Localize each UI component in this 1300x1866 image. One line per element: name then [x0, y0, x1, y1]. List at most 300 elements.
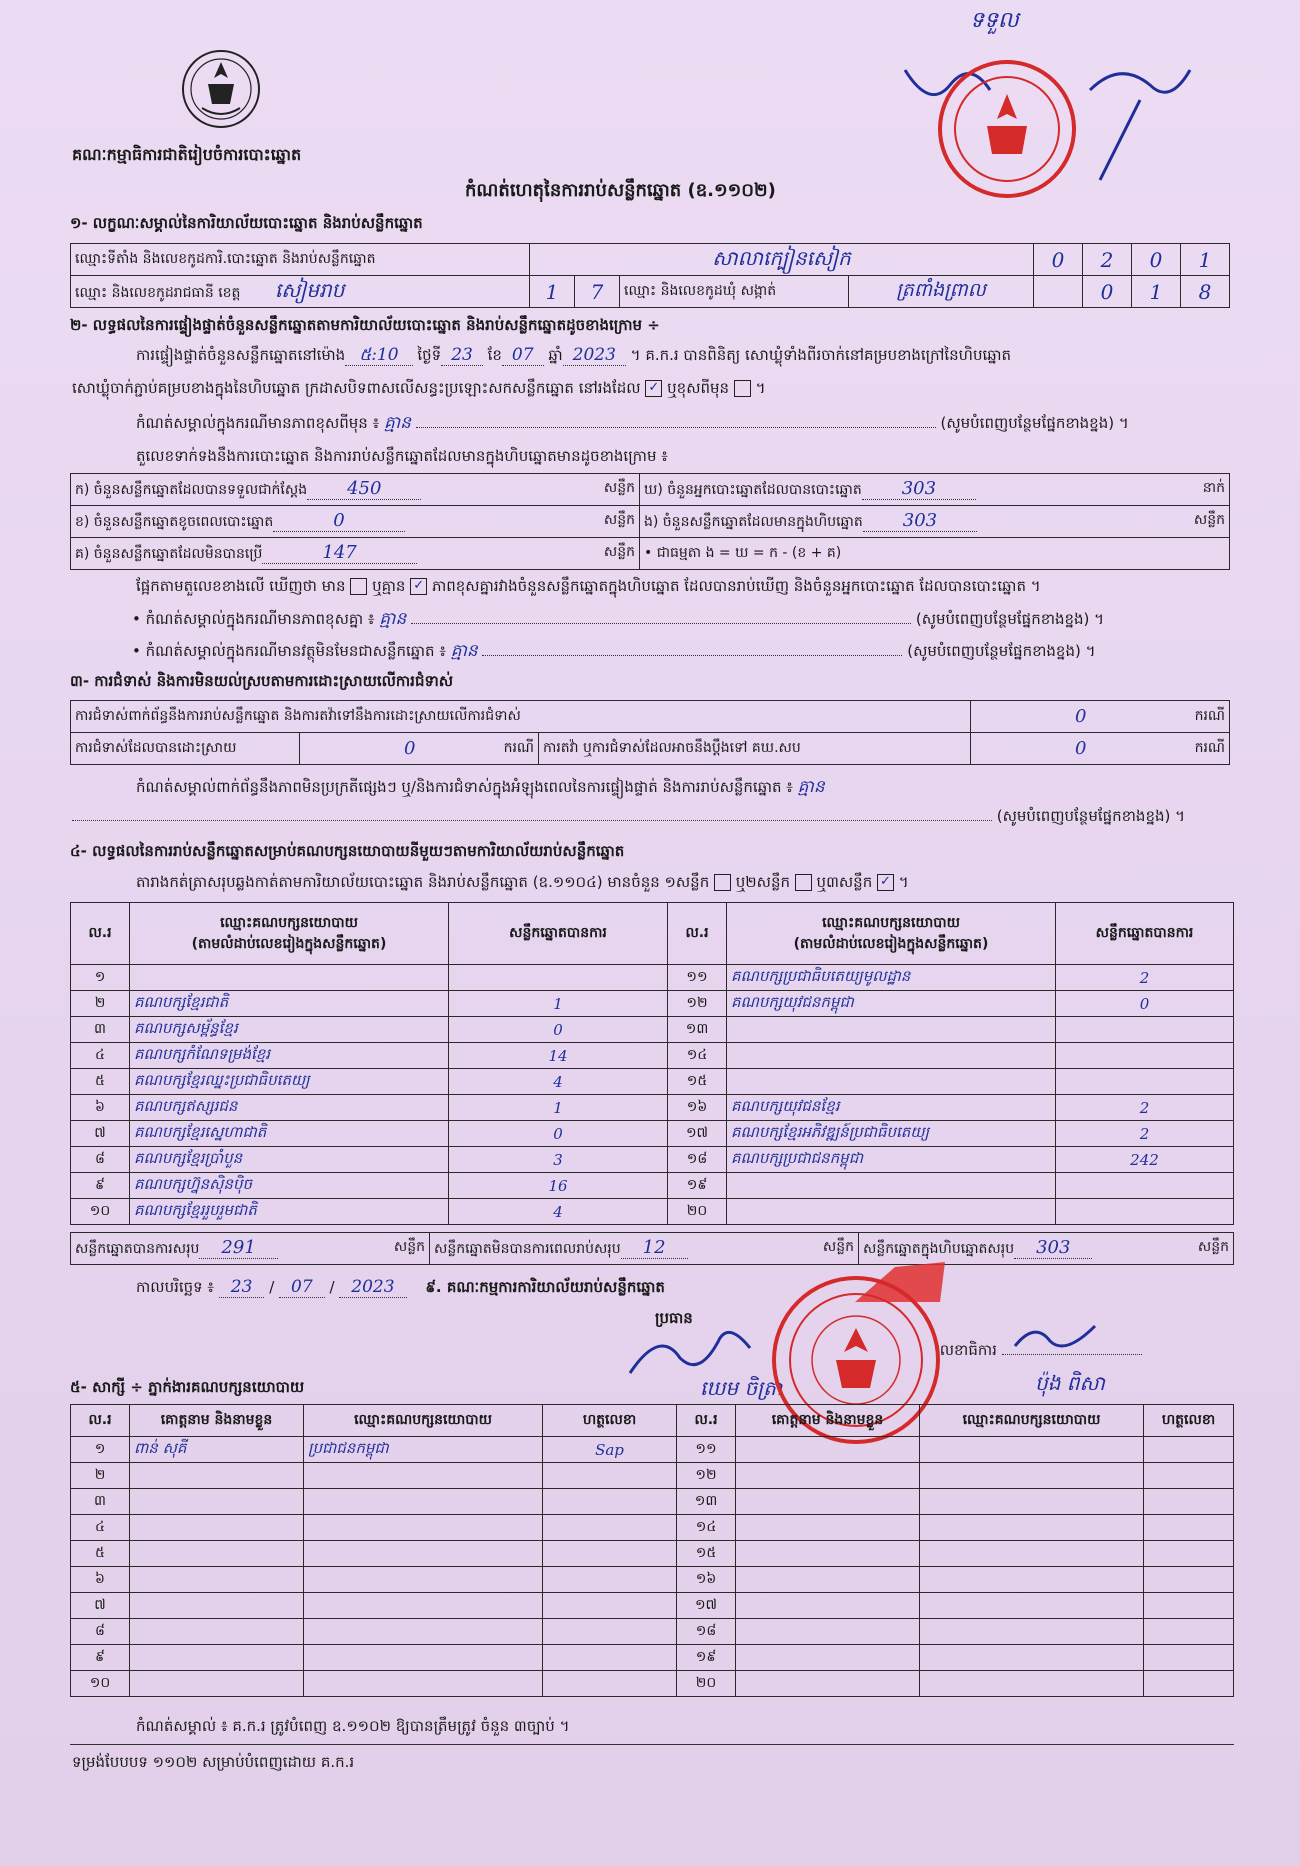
w-h-party-right: ឈ្មោះគណបក្សនយោបាយ — [920, 1405, 1144, 1437]
results-table — [70, 902, 1234, 1225]
s3-r2-value: 0 — [404, 738, 416, 759]
result-party: គណបក្សយុវជនខ្មែរ — [727, 1095, 1056, 1121]
h-votes-left: សន្លឹកឆ្នោតបានការ — [449, 903, 668, 965]
witness-signature — [1144, 1437, 1234, 1463]
w-h-party-left: ឈ្មោះគណបក្សនយោបាយ — [304, 1405, 543, 1437]
result-votes: 4 — [449, 1069, 668, 1095]
s3-r2-value2-cell — [971, 733, 1230, 765]
s3-r2-value2: 0 — [1075, 738, 1087, 759]
result-party: គណបក្សខ្មែរជាតិ — [130, 991, 449, 1017]
witness-signature — [1144, 1541, 1234, 1567]
s3-note2: (សូមបំពេញបន្ថែមផ្នែកខាងខ្នង) ។ — [996, 807, 1186, 825]
witness-table — [70, 1404, 1234, 1697]
s1-r2-label — [71, 276, 530, 308]
commune-code-1: 0 — [1083, 276, 1132, 308]
table-row — [71, 1619, 1234, 1645]
result-no: ១៧ — [668, 1121, 727, 1147]
witness-party — [920, 1515, 1144, 1541]
result-no: ១៦ — [668, 1095, 727, 1121]
result-no: ៤ — [71, 1043, 130, 1069]
total-box-label: សន្លឹកឆ្នោតក្នុងហិបឆ្នោតសរុប — [863, 1241, 1015, 1257]
total-invalid-cell — [430, 1233, 859, 1265]
result-votes: 1 — [449, 1095, 668, 1121]
three-sheet-checkbox[interactable]: ✓ — [877, 874, 894, 891]
s3-r2-unit2: ករណី — [1194, 740, 1225, 756]
witness-signature — [1144, 1645, 1234, 1671]
h-party-left — [130, 903, 449, 965]
s2-line2: សោឃ្លុំចាក់ភ្ជាប់គម្របខាងក្នុងនៃហិបឆ្នោត ក្រដាសបិទពាសលើសន្ធះប្រឡោះសកសន្លឹកឆ្នោត នៅរងដែល ✓ ឬខុសពីមុន ។ — [72, 379, 766, 397]
result-party — [130, 965, 449, 991]
commune-value: ត្រពាំងព្រាល — [849, 276, 1034, 308]
table-row — [71, 1173, 1234, 1199]
result-no: ២ — [71, 991, 130, 1017]
witness-party — [920, 1671, 1144, 1697]
w-h-name-left: គោត្តនាម និងនាមខ្លួន — [130, 1405, 304, 1437]
result-party: គណបក្សហ្វ៊ុនស៊ិនប៉ិច — [130, 1173, 449, 1199]
result-party: គណបក្សប្រជាជនកម្ពុជា — [727, 1147, 1056, 1173]
commune-code-2: 1 — [1132, 276, 1181, 308]
witness-no: ៤ — [71, 1515, 130, 1541]
h-party-left-1: ឈ្មោះគណបក្សនយោបាយ — [220, 914, 358, 931]
total-invalid-label: សន្លឹកឆ្នោតមិនបានការពេលរាប់សរុប — [434, 1241, 621, 1257]
witness-signature — [1144, 1671, 1234, 1697]
result-votes — [1056, 1199, 1234, 1225]
s2-line3 — [136, 414, 1232, 434]
kho-cell — [640, 474, 1230, 506]
table-row — [71, 1043, 1234, 1069]
s1-code-3: 0 — [1132, 244, 1181, 276]
witness-party — [304, 1671, 543, 1697]
kho-unit: នាក់ — [1202, 480, 1225, 496]
total-box-unit: សន្លឹក — [1197, 1239, 1229, 1255]
s3-r2-unit: ករណី — [503, 740, 534, 756]
witness-no: ១៧ — [677, 1593, 736, 1619]
s3-r2-value-cell — [300, 733, 539, 765]
s3-r1-unit: ករណី — [1194, 708, 1225, 724]
one-sheet-checkbox[interactable] — [714, 874, 731, 891]
witness-name — [130, 1593, 304, 1619]
form-title: កំណត់ហេតុនៃការរាប់សន្លឹកឆ្នោត (ឧ.១១០២) — [465, 180, 776, 201]
witness-name — [736, 1671, 920, 1697]
s2-p4: តួលេខទាក់ទងនឹងការបោះឆ្នោត និងការរាប់សន្លឹកឆ្នោតដែលមានក្នុងហិបឆ្នោតមានដូចខាងក្រោម ៖ — [136, 447, 668, 465]
result-no: ១៣ — [668, 1017, 727, 1043]
w-h-sig-left: ហត្ថលេខា — [543, 1405, 677, 1437]
s2-p1a: ការផ្ទៀងផ្ទាត់ចំនួនសន្លឹកឆ្នោតនៅម៉ោង — [136, 346, 346, 364]
no-difference-checkbox[interactable]: ✓ — [410, 578, 427, 595]
h-no-left: ល.រ — [71, 903, 130, 965]
s4-intro: តារាងកត់ត្រាសរុបឆ្លងកាត់តាមការិយាល័យបោះឆ្នោត និងរាប់សន្លឹកឆ្នោត (ឧ.១១០៤) មានចំនួន ១សន្លឹក ឬ២សន្លឹក ឬ៣សន្លឹក ✓ ។ — [136, 873, 909, 891]
kha-cell — [71, 506, 640, 538]
result-no: ៣ — [71, 1017, 130, 1043]
result-no: ៥ — [71, 1069, 130, 1095]
result-votes — [1056, 1173, 1234, 1199]
s1-r1-label: ឈ្មោះទីតាំង និងលេខកូដការិ.បោះឆ្នោត និងរាប់សន្លឹកឆ្នោត — [71, 244, 530, 276]
count-day: 23 — [441, 345, 483, 366]
total-box-value: 303 — [1014, 1237, 1092, 1259]
h-votes-right: សន្លឹកឆ្នោតបានការ — [1056, 903, 1234, 965]
s3-r1-value: 0 — [1075, 706, 1087, 727]
has-difference-checkbox[interactable] — [350, 578, 367, 595]
changed-checkbox[interactable] — [734, 380, 751, 397]
witness-signature — [543, 1593, 677, 1619]
unchanged-checkbox[interactable]: ✓ — [645, 380, 662, 397]
table-row — [71, 1147, 1234, 1173]
witness-party — [304, 1463, 543, 1489]
province-code-2: 7 — [575, 276, 620, 308]
result-party — [727, 1173, 1056, 1199]
section5-title: ៥- សាក្សី ÷ ភ្នាក់ងារគណបក្សនយោបាយ — [70, 1378, 305, 1396]
total-valid-cell — [71, 1233, 430, 1265]
witness-party — [920, 1541, 1144, 1567]
result-votes: 3 — [449, 1147, 668, 1173]
witness-party — [304, 1515, 543, 1541]
result-party: គណបក្សខ្មែរប្រាំបួន — [130, 1147, 449, 1173]
witness-name — [736, 1489, 920, 1515]
footer-divider — [70, 1744, 1234, 1745]
footnote: កំណត់សម្គាល់ ៖ គ.ក.រ ត្រូវបំពេញ ឧ.១១០២ ឱ្យបានត្រឹមត្រូវ ចំនួន ៣ច្បាប់ ។ — [136, 1717, 570, 1735]
total-valid-label: សន្លឹកឆ្នោតបានការសរុប — [75, 1241, 200, 1257]
witness-name — [130, 1541, 304, 1567]
result-no: ១០ — [71, 1199, 130, 1225]
b1-value: គ្មាន — [379, 609, 407, 629]
s4-date-line: កាលបរិច្ឆេទ ៖ 23 / 07 / 2023 ៩. គណៈកម្មការការិយាល័យរាប់សន្លឹកឆ្នោត — [136, 1277, 665, 1297]
witness-name — [130, 1567, 304, 1593]
ngo-label: ង) ចំនួនសន្លឹកឆ្នោតដែលមានក្នុងហិបឆ្នោត — [644, 514, 863, 530]
w-h-no-right: ល.រ — [677, 1405, 736, 1437]
province-code-1: 1 — [530, 276, 575, 308]
kho-label: ឃ) ចំនួនអ្នកបោះឆ្នោតដែលបានបោះឆ្នោត — [644, 482, 862, 498]
witness-no: ៩ — [71, 1645, 130, 1671]
result-votes: 2 — [1056, 1121, 1234, 1147]
table-row — [71, 1567, 1234, 1593]
witness-party — [304, 1567, 543, 1593]
ngo-cell — [640, 506, 1230, 538]
result-party: គណបក្សឥស្សរជន — [130, 1095, 449, 1121]
result-party — [727, 1199, 1056, 1225]
result-party: គណបក្សខ្មែរឈ្នះប្រជាធិបតេយ្យ — [130, 1069, 449, 1095]
b2-note: (សូមបំពេញបន្ថែមផ្នែកខាងខ្នង) ។ — [907, 642, 1096, 660]
result-no: ៨ — [71, 1147, 130, 1173]
table-row — [71, 1095, 1234, 1121]
witness-no: ១៦ — [677, 1567, 736, 1593]
result-no: ៦ — [71, 1095, 130, 1121]
s3-note2-line — [72, 808, 1232, 825]
ka-value: 450 — [307, 478, 421, 500]
ko-label: គ) ចំនួនសន្លឹកឆ្នោតដែលមិនបានប្រើ — [75, 546, 263, 562]
result-votes — [1056, 1043, 1234, 1069]
table-row — [71, 991, 1234, 1017]
commune-code-3: 8 — [1181, 276, 1230, 308]
result-no: ១២ — [668, 991, 727, 1017]
s3-r2-label: ការជំទាស់ដែលបានដោះស្រាយ — [71, 733, 300, 765]
president-label: ប្រធាន — [655, 1309, 693, 1327]
witness-signature — [543, 1489, 677, 1515]
commune-code-pad — [1034, 276, 1083, 308]
witness-no: ១៣ — [677, 1489, 736, 1515]
witness-name — [130, 1645, 304, 1671]
result-no: ១៨ — [668, 1147, 727, 1173]
h-party-left-2: (តាមលំដាប់លេខរៀងក្នុងសន្លឹកឆ្នោត) — [191, 935, 387, 952]
results-body — [71, 965, 1234, 1225]
witness-name — [130, 1515, 304, 1541]
result-party: គណបក្សកំណែទម្រង់ខ្មែរ — [130, 1043, 449, 1069]
witness-signature — [543, 1619, 677, 1645]
w-h-name-right: គោត្តនាម និងនាមខ្លួន — [736, 1405, 920, 1437]
result-votes: 0 — [449, 1017, 668, 1043]
h-party-right-1: ឈ្មោះគណបក្សនយោបាយ — [822, 914, 960, 931]
witness-no: ៥ — [71, 1541, 130, 1567]
total-invalid-value: 12 — [621, 1237, 688, 1259]
witness-signature — [1144, 1619, 1234, 1645]
dotted-line — [72, 820, 992, 821]
result-party — [727, 1043, 1056, 1069]
total-box-cell — [859, 1233, 1234, 1265]
s3-note — [136, 778, 1236, 798]
table-row — [71, 1017, 1234, 1043]
witness-party — [920, 1489, 1144, 1515]
s2-p2: សោឃ្លុំចាក់ភ្ជាប់គម្របខាងក្នុងនៃហិបឆ្នោត ក្រដាសបិទពាសលើសន្ធះប្រឡោះសកសន្លឹកឆ្នោត នៅរងដែល — [72, 379, 641, 397]
witness-name — [736, 1593, 920, 1619]
result-party — [727, 1017, 1056, 1043]
s4-intro3: ឬ៣សន្លឹក — [816, 873, 873, 891]
witness-no: ៨ — [71, 1619, 130, 1645]
section1-table — [70, 243, 1230, 308]
s2-figures-table — [70, 473, 1230, 570]
witness-no: ១៨ — [677, 1619, 736, 1645]
section4-title: ៤- លទ្ធផលនៃការរាប់សន្លឹកឆ្នោតសម្រាប់គណបក្សនយោបាយនីមួយៗតាមការិយាល័យរាប់សន្លឹកឆ្នោត — [70, 842, 625, 860]
result-party: គណបក្សប្រជាធិបតេយ្យមូលដ្ឋាន — [727, 965, 1056, 991]
witness-signature — [543, 1463, 677, 1489]
witness-name — [130, 1463, 304, 1489]
result-votes — [1056, 1069, 1234, 1095]
kha-label: ខ) ចំនួនសន្លឹកឆ្នោតខូចពេលបោះឆ្នោត — [75, 514, 274, 530]
committee-label: ៩. គណៈកម្មការការិយាល័យរាប់សន្លឹកឆ្នោត — [425, 1278, 665, 1296]
nec-emblem — [180, 48, 262, 130]
s1-r1-value: សាលាក្បៀនសៀក — [530, 244, 1034, 276]
count-year: 2023 — [563, 345, 626, 366]
s4-intro-text: តារាងកត់ត្រាសរុបឆ្លងកាត់តាមការិយាល័យបោះឆ្នោត និងរាប់សន្លឹកឆ្នោត (ឧ.១១០៤) មានចំនួន ១សន្លឹក — [136, 873, 710, 891]
h-party-right-2: (តាមលំដាប់លេខរៀងក្នុងសន្លឹកឆ្នោត) — [793, 935, 989, 952]
s3-r2-label2: ការតវ៉ា ឬការជំទាស់ដែលអាចនឹងប្តឹងទៅ គឃ.សប — [539, 733, 971, 765]
b2-value: គ្មាន — [450, 641, 478, 661]
ngo-value: 303 — [863, 510, 977, 532]
s1-code-1: 0 — [1034, 244, 1083, 276]
witness-party — [304, 1593, 543, 1619]
witness-name — [130, 1619, 304, 1645]
result-party: គណបក្សយុវជនកម្ពុជា — [727, 991, 1056, 1017]
witness-name — [130, 1489, 304, 1515]
w-h-sig-right: ហត្ថលេខា — [1144, 1405, 1234, 1437]
witness-party — [304, 1541, 543, 1567]
total-valid-value: 291 — [199, 1237, 277, 1259]
witness-signature — [1144, 1567, 1234, 1593]
org-name: គណៈកម្មាធិការជាតិរៀបចំការបោះឆ្នោត — [72, 145, 302, 164]
president-name: ឃេម ចិត្រា — [700, 1376, 783, 1400]
witness-body — [71, 1437, 1234, 1697]
date-label: កាលបរិច្ឆេទ ៖ — [136, 1278, 215, 1296]
table-row — [71, 1489, 1234, 1515]
witness-no: ១២ — [677, 1463, 736, 1489]
ka-cell — [71, 474, 640, 506]
result-no: ១៥ — [668, 1069, 727, 1095]
s2-p5c: ភាពខុសគ្នារវាងចំនួនសន្លឹកឆ្នោតក្នុងហិបឆ្នោត ដែលបានរាប់ឃើញ និងចំនួនអ្នកបោះឆ្នោត ដែលបានបោះឆ្នោត ។ — [431, 577, 1041, 595]
table-row — [71, 1463, 1234, 1489]
s3-r1-cell — [971, 701, 1230, 733]
dotted-line — [416, 427, 936, 428]
ka-unit: សន្លឹក — [603, 480, 635, 496]
dotted-line — [482, 655, 902, 656]
witness-signature — [543, 1671, 677, 1697]
result-party: គណបក្សខ្មែរស្នេហាជាតិ — [130, 1121, 449, 1147]
result-party: គណបក្សខ្មែរអភិវឌ្ឍន៍ប្រជាធិបតេយ្យ — [727, 1121, 1056, 1147]
witness-signature — [543, 1645, 677, 1671]
witness-party: ប្រជាជនកម្ពុជា — [304, 1437, 543, 1463]
witness-name — [736, 1567, 920, 1593]
result-votes: 0 — [449, 1121, 668, 1147]
result-no: ៧ — [71, 1121, 130, 1147]
result-no: ៩ — [71, 1173, 130, 1199]
s2-p2b: ឬខុសពីមុន — [667, 379, 730, 397]
official-stamp-top — [938, 60, 1076, 198]
witness-no: ១៩ — [677, 1645, 736, 1671]
s2-line5 — [136, 578, 1236, 595]
h-no-right: ល.រ — [668, 903, 727, 965]
witness-signature — [543, 1515, 677, 1541]
result-votes: 0 — [1056, 991, 1234, 1017]
formula-cell: • ជាធម្មតា ង = ឃ = ក - (ខ + គ) — [640, 538, 1230, 570]
h-party-right — [727, 903, 1056, 965]
date-month: 07 — [279, 1277, 325, 1298]
witness-name: ពាន់ សុគី — [130, 1437, 304, 1463]
s3-r1-label: ការជំទាស់ពាក់ព័ន្ធនឹងការរាប់សន្លឹកឆ្នោត និងការតវ៉ាទៅនឹងការដោះស្រាយលើការជំទាស់ — [71, 701, 971, 733]
witness-no: ២ — [71, 1463, 130, 1489]
result-no: ១ — [71, 965, 130, 991]
s2-p1d: ឆ្នាំ — [548, 346, 563, 364]
witness-party — [920, 1463, 1144, 1489]
s1-code-4: 1 — [1181, 244, 1230, 276]
result-votes: 16 — [449, 1173, 668, 1199]
result-no: ១៩ — [668, 1173, 727, 1199]
witness-no: ១ — [71, 1437, 130, 1463]
witness-signature — [1144, 1463, 1234, 1489]
witness-no: ១១ — [677, 1437, 736, 1463]
s2-p5b: ឬគ្មាន — [372, 577, 406, 595]
s1-code-2: 2 — [1083, 244, 1132, 276]
witness-signature — [1144, 1515, 1234, 1541]
result-votes: 2 — [1056, 1095, 1234, 1121]
witness-name — [130, 1671, 304, 1697]
b1-note: (សូមបំពេញបន្ថែមផ្នែកខាងខ្នង) ។ — [915, 610, 1105, 628]
total-valid-unit: សន្លឹក — [393, 1239, 425, 1255]
table-row — [71, 1671, 1234, 1697]
result-votes: 2 — [1056, 965, 1234, 991]
s2-p3-value: គ្មាន — [383, 413, 411, 433]
table-row — [71, 1121, 1234, 1147]
kho-value: 303 — [862, 478, 976, 500]
witness-party — [920, 1619, 1144, 1645]
witness-no: ២០ — [677, 1671, 736, 1697]
witness-signature — [1144, 1593, 1234, 1619]
result-votes: 4 — [449, 1199, 668, 1225]
witness-no: ៧ — [71, 1593, 130, 1619]
s2-p1c: ខែ — [487, 346, 502, 364]
date-year: 2023 — [339, 1277, 406, 1298]
ngo-unit: សន្លឹក — [1193, 512, 1225, 528]
s3-note-label: កំណត់សម្គាល់ពាក់ព័ន្ធនឹងភាពមិនប្រក្រតីផ្សេងៗ ឬ/និងការជំទាស់ក្នុងអំឡុងពេលនៃការផ្ទៀងផ្ទាត់ និងការរាប់សន្លឹកឆ្នោត ៖ — [136, 778, 793, 796]
b2-label: • កំណត់សម្គាល់ក្នុងករណីមានវត្ថុមិនមែនជាសន្លឹកឆ្នោត ៖ — [132, 642, 446, 660]
s3-note-value: គ្មាន — [797, 777, 825, 797]
witness-name — [736, 1541, 920, 1567]
ko-cell — [71, 538, 640, 570]
kha-unit: សន្លឹក — [603, 512, 635, 528]
s2-p1b: ថ្ងៃទី — [417, 346, 442, 364]
result-party: គណបក្សខ្មែររួបរួមជាតិ — [130, 1199, 449, 1225]
count-time: ៥:10 — [345, 345, 412, 366]
table-row — [71, 1437, 1234, 1463]
s2-p3-label: កំណត់សម្គាល់ក្នុងករណីមានភាពខុសពីមុន ៖ — [136, 414, 380, 432]
result-no: ១៤ — [668, 1043, 727, 1069]
witness-party — [920, 1567, 1144, 1593]
witness-name — [736, 1463, 920, 1489]
province-value: សៀមរាប — [274, 277, 345, 302]
ko-value: 147 — [262, 542, 416, 564]
totals-table — [70, 1232, 1234, 1265]
secretary-label: លេខាធិការ — [935, 1341, 997, 1359]
b1-label: • កំណត់សម្គាល់ក្នុងករណីមានភាពខុសគ្នា ៖ — [132, 610, 375, 628]
kha-value: 0 — [273, 510, 404, 532]
witness-name — [736, 1437, 920, 1463]
witness-signature — [543, 1541, 677, 1567]
section3-table — [70, 700, 1230, 765]
witness-no: ១៥ — [677, 1541, 736, 1567]
witness-no: ៦ — [71, 1567, 130, 1593]
ko-unit: សន្លឹក — [603, 544, 635, 560]
table-row — [71, 1541, 1234, 1567]
table-row — [71, 1069, 1234, 1095]
table-row — [71, 1515, 1234, 1541]
section2-title: ២- លទ្ធផលនៃការផ្ទៀងផ្ទាត់ចំនួនសន្លឹកឆ្នោតតាមការិយាល័យបោះឆ្នោត និងរាប់សន្លឹកឆ្នោតដូចខាងក្រោម ÷ — [70, 316, 660, 334]
witness-party — [304, 1489, 543, 1515]
result-party: គណបក្សសម្ព័ន្ធខ្មែរ — [130, 1017, 449, 1043]
result-no: ២០ — [668, 1199, 727, 1225]
s4-intro2: ឬ២សន្លឹក — [735, 873, 790, 891]
date-day: 23 — [219, 1277, 265, 1298]
result-votes: 14 — [449, 1043, 668, 1069]
result-votes: 242 — [1056, 1147, 1234, 1173]
s2-p1e: ។ គ.ក.រ បានពិនិត្យ សោឃ្លុំទាំងពីរចាក់នៅគម្របខាងក្រៅនៃហិបឆ្នោត — [630, 346, 1012, 364]
w-h-no-left: ល.រ — [71, 1405, 130, 1437]
witness-no: ១៤ — [677, 1515, 736, 1541]
result-no: ១១ — [668, 965, 727, 991]
witness-name — [736, 1645, 920, 1671]
two-sheet-checkbox[interactable] — [795, 874, 812, 891]
form-note: ទម្រង់បែបបទ ១១០២ សម្រាប់បំពេញដោយ គ.ក.រ — [72, 1753, 355, 1771]
witness-no: ៣ — [71, 1489, 130, 1515]
s2-bullet2 — [132, 642, 1232, 662]
province-label: ឈ្មោះ និងលេខកូដរាជធានី ខេត្ត — [75, 284, 241, 301]
s2-bullet1 — [132, 610, 1232, 630]
table-row — [71, 1199, 1234, 1225]
dotted-line — [411, 623, 911, 624]
witness-party — [304, 1645, 543, 1671]
section3-title: ៣- ការជំទាស់ និងការមិនយល់ស្របតាមការដោះស្រាយលើការជំទាស់ — [70, 672, 454, 690]
s2-p5a: ផ្អែកតាមតួលេខខាងលើ ឃើញថា មាន — [136, 577, 346, 595]
witness-party — [920, 1437, 1144, 1463]
s2-line1 — [136, 346, 1236, 366]
table-row — [71, 965, 1234, 991]
table-row — [71, 1645, 1234, 1671]
received-note: ទទួល — [970, 8, 1019, 33]
